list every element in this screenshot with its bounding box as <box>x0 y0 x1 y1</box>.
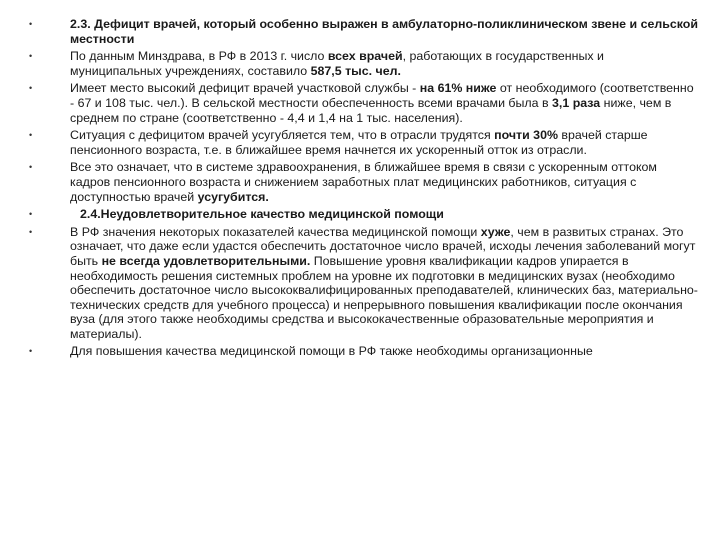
text-segment: , чем в развитых странах. Это означает, что даже если удастся обеспечить достаточное число врачей, исходы лечения заболеваний могут быть <box>70 224 696 268</box>
text-segment: ниже, чем в среднем по стране (соответственно - 4,4 и 1,4 на 1 тыс. населения). <box>70 95 672 125</box>
bullet-item <box>29 160 698 204</box>
bullet-marker: • <box>29 130 33 141</box>
text-segment: врачей старше пенсионного возраста, т.е. в ближайшее время начнется их ускоренный отток из отрасли. <box>70 128 648 157</box>
bold-text: почти 30% <box>494 128 558 143</box>
bold-text: не всегда удовлетворительными. <box>101 253 311 268</box>
bullet-text <box>70 17 698 46</box>
bullet-item <box>29 49 698 78</box>
bullet-item <box>29 17 698 46</box>
bold-text: 587,5 тыс. чел. <box>310 63 401 78</box>
text-segment: Все это означает, что в системе здравоохранения, в ближайшее время в связи с ускоренным оттоком кадров пенсионного возраста и снижением заработных плат медицинских работников, ситуация с доступностью врачей <box>70 160 657 204</box>
bold-text: 2.4.Неудовлетворительное качество медицинской помощи <box>80 207 444 222</box>
text-segment: Повышение уровня квалификации кадров упирается в необходимость решения системных проблем на уровне их подготовки в медицинских вузах (необходимо обеспечить достаточное число высококвалифицированных преподавателей, клинических баз, материально-технических средств для учебного процесса) и непрерывного повышения квалификации после окончания вуза (для этого также необходимы средства и высококачественные образовательные мероприятия и материалы). <box>70 253 698 341</box>
bold-text: на 61% ниже <box>419 81 497 96</box>
text-segment: По данным Минздрава, в РФ в 2013 г. число <box>70 49 328 64</box>
bullet-marker: • <box>29 226 33 237</box>
bold-text: хуже <box>480 224 511 239</box>
bold-text: всех врачей <box>327 49 403 64</box>
bullet-text <box>70 160 657 203</box>
bold-text: усугубится. <box>197 189 269 204</box>
bullet-text <box>70 81 694 124</box>
text-segment: Для повышения качества медицинской помощи в РФ также необходимы организационные <box>70 344 593 359</box>
text-segment: Ситуация с дефицитом врачей усугубляется тем, что в отрасли трудятся <box>70 128 495 143</box>
bullet-text <box>70 128 648 157</box>
text-segment: от необходимого (соответственно - 67 и 108 тыс. чел.). В сельской местности обеспеченность всеми врачами была в <box>70 81 694 110</box>
bullet-text <box>70 207 444 221</box>
bullet-item <box>29 344 698 359</box>
bullet-item <box>29 207 698 222</box>
bullet-marker: • <box>29 51 33 62</box>
bullet-text <box>70 344 593 358</box>
text-segment: Имеет место высокий дефицит врачей участковой службы - <box>70 81 420 96</box>
bold-text: 2.3. Дефицит врачей, который особенно выражен в амбулаторно-поликлиническом звене и сельской местности <box>70 17 698 46</box>
bullet-text <box>70 49 604 78</box>
bullet-marker: • <box>29 162 33 173</box>
text-segment: , работающих в государственных и муниципальных учреждениях, составило <box>70 49 604 78</box>
bullet-item <box>29 81 698 125</box>
text-segment: В РФ значения некоторых показателей качества медицинской помощи <box>70 224 481 239</box>
bullet-item <box>29 225 698 342</box>
bullet-marker: • <box>29 346 33 357</box>
bullet-marker: • <box>29 209 33 220</box>
bold-text: 3,1 раза <box>552 95 601 110</box>
bullet-list <box>29 17 698 359</box>
bullet-marker: • <box>29 19 33 29</box>
bullet-item <box>29 128 698 157</box>
bullet-text <box>70 225 698 341</box>
bullet-marker: • <box>29 83 33 94</box>
